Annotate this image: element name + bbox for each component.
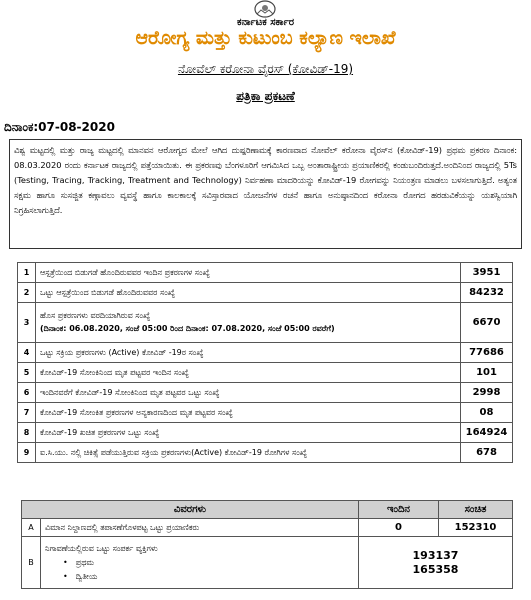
- row-label: ಐ.ಸಿ.ಯು. ನಲ್ಲಿ ಚಿಕಿತ್ಸೆ ಪಡೆಯುತ್ತಿರುವ ಸಕ್ರಿಯ ಪ್ರಕರಣಗಳು(Active) ಕೋವಿಡ್-19 ರೋಗಿಗಳ ಸಂಖ್ಯೆ: [36, 443, 461, 463]
- row-code: A: [22, 519, 41, 537]
- row-label: ಒಟ್ಟು ಸಕ್ರಿಯ ಪ್ರಕರಣಗಳು (Active) ಕೋವಿಡ್ -19ರ ಸಂಖ್ಯೆ: [36, 343, 461, 363]
- row-label: ಒಟ್ಟು ಆಸ್ಪತ್ರೆಯಿಂದ ಬಿಡುಗಡೆ ಹೊಂದಿರುವವರ ಸಂಖ್ಯೆ: [36, 283, 461, 303]
- row-values-cell: [359, 537, 513, 589]
- row-value: 77686: [461, 343, 513, 363]
- row-number: 6: [18, 383, 36, 403]
- header-details: ವಿವರಗಳು: [22, 501, 359, 519]
- table-row: [22, 537, 513, 589]
- row-value: 84232: [461, 283, 513, 303]
- row-value: 164924: [461, 423, 513, 443]
- row-value: 678: [461, 443, 513, 463]
- table-row: [18, 283, 513, 303]
- row-value: 6670: [461, 303, 513, 343]
- row-value: 101: [461, 363, 513, 383]
- row-value: 3951: [461, 263, 513, 283]
- bullet-item: • ಪ್ರಥಮ: [45, 558, 354, 568]
- release-date: ದಿನಾಂಕ:07-08-2020: [4, 120, 115, 134]
- row-label: ಆಸ್ಪತ್ರೆಯಿಂದ ಬಿಡುಗಡೆ ಹೊಂದಿರುವವರ ಇಂದಿನ ಪ್ರಕರಣಗಳ ಸಂಖ್ಯೆ: [36, 263, 461, 283]
- row-label-cell: [36, 303, 461, 343]
- row-label: ಇಂದಿನವರೆಗೆ ಕೋವಿಡ್-19 ಸೋಂಕಿನಿಂದ ಮೃತ ಪಟ್ಟವರ ಒಟ್ಟು ಸಂಖ್ಯೆ: [36, 383, 461, 403]
- karnataka-emblem-icon: [253, 0, 277, 18]
- table-row: [18, 363, 513, 383]
- bullet-value: 193137: [412, 548, 459, 562]
- row-label: ವಿಮಾನ ನಿಲ್ದಾಣದಲ್ಲಿ ತಪಾಸಣೆಗೊಳಪಟ್ಟ ಒಟ್ಟು ಪ್ರಯಾಣಿಕರು: [41, 519, 359, 537]
- row-number: 8: [18, 423, 36, 443]
- row-number: 4: [18, 343, 36, 363]
- row-label: ಕೋವಿಡ್-19 ಸೋಂಕಿತ ಪ್ರಕರಣಗಳ ಅನ್ಯಕಾರಣದಿಂದ ಮೃತ ಪಟ್ಟವರ ಸಂಖ್ಯೆ: [36, 403, 461, 423]
- summary-table: [21, 500, 513, 589]
- table-row: [18, 303, 513, 343]
- header-today: ಇಂದಿನ: [359, 501, 439, 519]
- bullet-value: 165358: [412, 562, 459, 576]
- covid-subtitle: ನೋವೆಲ್ ಕರೋನಾ ವೈರಸ್ (ಕೋವಿಡ್-19): [177, 62, 354, 76]
- row-total-value: 152310: [439, 519, 513, 537]
- government-name: ಕರ್ನಾಟಕ ಸರ್ಕಾರ: [236, 17, 295, 28]
- table-row: [18, 443, 513, 463]
- row-label: ಹೊಸ ಪ್ರಕರಣಗಳು ವರದಿಯಾಗಿರುವ ಸಂಖ್ಯೆ: [40, 311, 151, 320]
- table-row: [18, 263, 513, 283]
- row-number: 1: [18, 263, 36, 283]
- press-release-title: ಪತ್ರಿಕಾ ಪ್ರಕಟಣೆ: [236, 89, 295, 103]
- row-label: ನಿಗಾವಣೆಯಲ್ಲಿರುವ ಒಟ್ಟು ಸಂಪರ್ಕ ವ್ಯಕ್ತಿಗಳು: [45, 543, 158, 553]
- row-label: ಕೋವಿಡ್-19 ಸೋಂಕಿನಿಂದ ಮೃತ ಪಟ್ಟವರ ಇಂದಿನ ಸಂಖ್ಯೆ: [36, 363, 461, 383]
- department-title: ಆರೋಗ್ಯ ಮತ್ತು ಕುಟುಂಬ ಕಲ್ಯಾಣ ಇಲಾಖೆ: [135, 27, 396, 49]
- row-value: 08: [461, 403, 513, 423]
- row-label-cell: [41, 537, 359, 589]
- table-header-row: [22, 501, 513, 519]
- intro-paragraph: ವಿಶ್ವ ಮಟ್ಟದಲ್ಲಿ ಮತ್ತು ರಾಜ್ಯ ಮಟ್ಟದಲ್ಲಿ ಮಾನವನ ಆರೋಗ್ಯದ ಮೇಲೆ ಆಗಿದ ದುಷ್ಪರಿಣಾಮಕ್ಕೆ ಕಾರಣವಾದ ನೋವೆಲ್ ಕರೋನಾ ವೈರಸ್‌ನ (ಕೋವಿಡ್-19) ಪ್ರಥಮ ಪ್ರಕರಣ ದಿನಾಂಕ: 08.03.2020 ರಂದು ಕರ್ನಾಟಕ ರಾಜ್ಯದಲ್ಲಿ ಪತ್ತೆಯಾಯಿತು. ಈ ಪ್ರಕರಣವು ಬೆಂಗಳೂರಿಗೆ ಆಗಮಿಸಿದ ಒಬ್ಬ ಅಂತಾರಾಷ್ಟ್ರೀಯ ಪ್ರಯಾಣಿಕರಲ್ಲಿ ಕಂಡುಬಂದಿರುತ್ತದೆ.ಅಂದಿನಿಂದ ರಾಜ್ಯದಲ್ಲಿ 5Ts (Testing, Tracing, Tracking, Treatment and Technology) ನಿರ್ವಹಣಾ ಮಾದರಿಯನ್ನು ಕೋವಿಡ್-19 ರೋಗವನ್ನು ನಿಯಂತ್ರಣ ಮಾಡಲು ಬಳಸಲಾಗುತ್ತಿದೆ. ಅತ್ಯಂತ ಸಕ್ಷಮ ಹಾಗೂ ಸುಸಜ್ಜಿತ ಕಣ್ಗಾವಲು ವ್ಯವಸ್ಥೆ ಹಾಗೂ ಕಾಲಕಾಲಕ್ಕೆ ಸವಿಸ್ತಾರವಾದ ಯೋಜನೆಗಳ ರಚನೆ ಹಾಗೂ ಅನುಷ್ಠಾನದಿಂದ ಕರೋನಾ ರೋಗದ ಹರಡುವಿಕೆಯನ್ನು ಯಶಸ್ವಿಯಾಗಿ ನಿಗ್ರಹಿಸಲಾಗುತ್ತಿದೆ.: [9, 139, 522, 249]
- row-label: ಕೋವಿಡ್-19 ಖಚಿತ ಪ್ರಕರಣಗಳ ಒಟ್ಟು ಸಂಖ್ಯೆ: [36, 423, 461, 443]
- row-number: 9: [18, 443, 36, 463]
- row-sublabel: (ದಿನಾಂಕ: 06.08.2020, ಸಂಜೆ 05:00 ರಿಂದ ದಿನಾಂಕ: 07.08.2020, ಸಂಜೆ 05:00 ರವರೆಗೆ): [40, 324, 335, 333]
- row-number: 7: [18, 403, 36, 423]
- row-today-value: 0: [359, 519, 439, 537]
- header-total: ಸಂಚಿತ: [439, 501, 513, 519]
- row-value: 2998: [461, 383, 513, 403]
- row-code: B: [22, 537, 41, 589]
- table-row: [18, 383, 513, 403]
- row-number: 2: [18, 283, 36, 303]
- table-row: [18, 343, 513, 363]
- covid-stats-table: [17, 262, 513, 463]
- table-row: [18, 403, 513, 423]
- bullet-item: • ದ್ವಿತೀಯ: [45, 572, 354, 582]
- row-number: 5: [18, 363, 36, 383]
- table-row: [22, 519, 513, 537]
- row-number: 3: [18, 303, 36, 343]
- table-row: [18, 423, 513, 443]
